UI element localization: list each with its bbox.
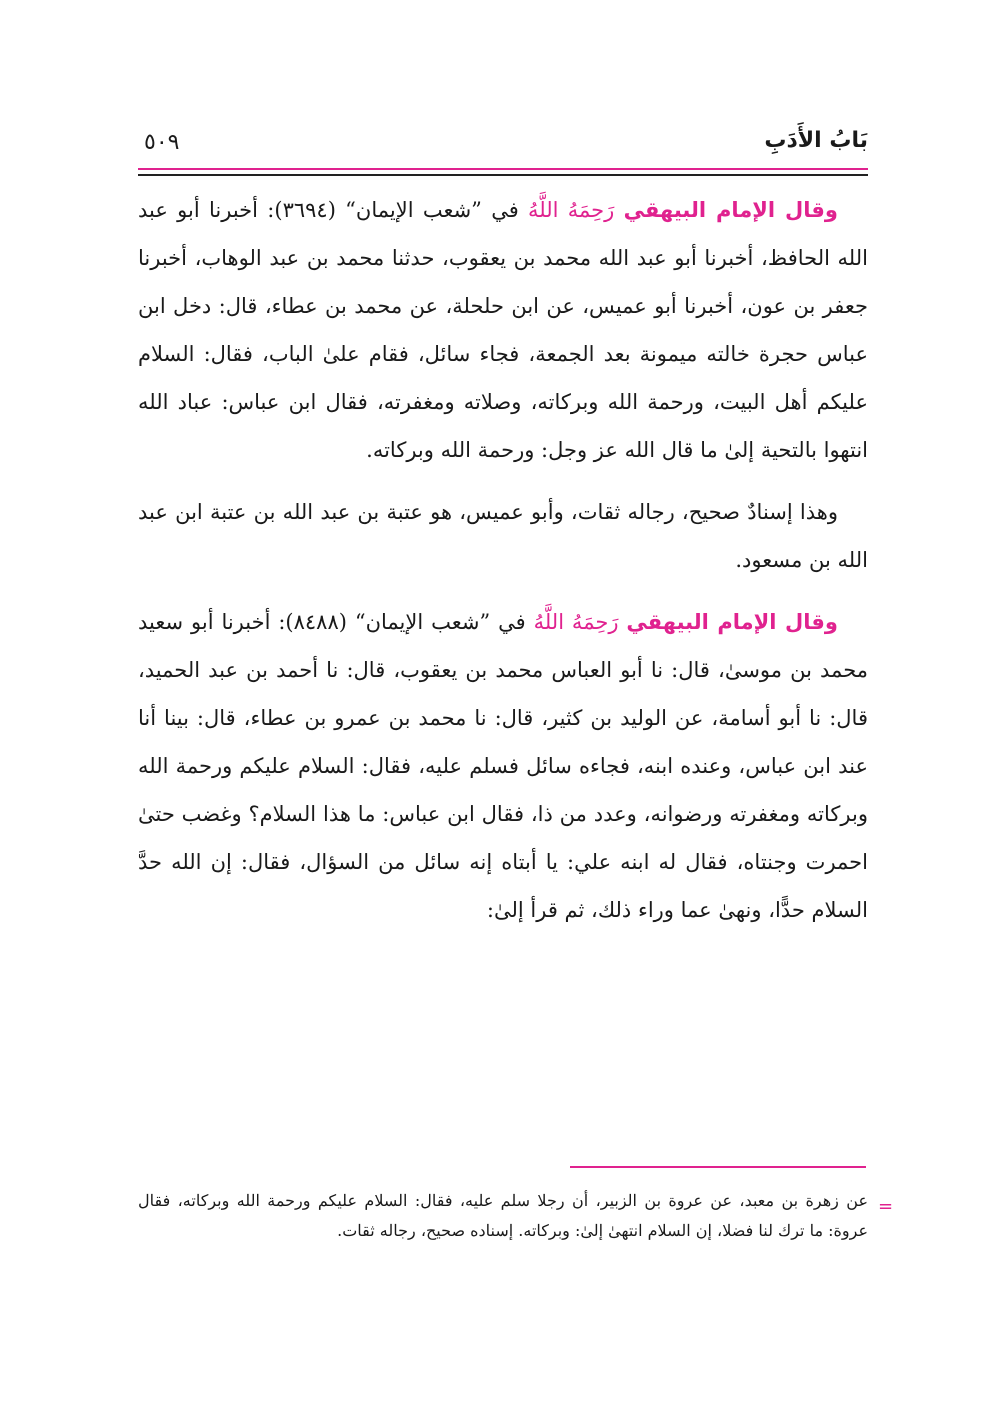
paragraph-2 (138, 488, 868, 584)
page-header (138, 128, 868, 168)
main-text (138, 186, 868, 948)
paragraph-text: في ”شعب الإيمان“ (٨٤٨٨): أخبرنا أبو سعيد محمد بن موسىٰ، قال: نا أبو العباس محمد بن يعقوب، قال: نا أحمد بن عبد الحميد، قال: نا أبو أسامة، عن الوليد بن كثير، قال: نا محمد بن عمرو بن عطاء، قال: بينا أنا عند ابن عباس، وعنده ابنه، فجاءه سائل فسلم عليه، فقال: السلام عليكم ورحمة الله وبركاته ومغفرته ورضوانه، وعدد من ذا، فقال ابن عباس: ما هذا السلام؟ وغضب حتىٰ احمرت وجنتاه، فقال له ابنه علي: يا أبتاه إنه سائل من السؤال، فقال: إن الله حدَّ السلام حدًّا، ونهىٰ عما وراء ذلك، ثم قرأ إلىٰ: (138, 610, 868, 922)
paragraph-text: في ”شعب الإيمان“ (٣٦٩٤): أخبرنا أبو عبد الله الحافظ، أخبرنا أبو عبد الله محمد بن يعقوب، حدثنا محمد بن عبد الوهاب، أخبرنا جعفر بن عون، أخبرنا أبو عميس، عن ابن حلحلة، عن محمد بن عطاء، قال: دخل ابن عباس حجرة خالته ميمونة بعد الجمعة، فجاء سائل، فقام علىٰ الباب، فقال: السلام عليكم أهل البيت، ورحمة الله وبركاته، وصلاته ومغفرته، فقال ابن عباس: عباد الله انتهوا بالتحية إلىٰ ما قال الله عز وجل: ورحمة الله وبركاته. (138, 198, 868, 462)
footnote-separator (570, 1166, 866, 1168)
footnote: عن زهرة بن معبد، عن عروة بن الزبير، أن رجلا سلم عليه، فقال: السلام عليكم ورحمة الله وبركاته، فقال عروة: ما ترك لنا فضلا، إن السلام انتهىٰ إلىٰ: وبركاته. إسناده صحيح، رجاله ثقات. (138, 1191, 868, 1240)
honorific-glyph: رَحِمَهُ اللَّهُ (533, 610, 619, 634)
header-rule-black (138, 174, 868, 176)
footnote-continuation-marker: = (878, 1196, 894, 1217)
paragraph-text: وهذا إسنادٌ صحيح، رجاله ثقات، وأبو عميس، هو عتبة بن عبد الله بن عتبة ابن عبد الله بن مسعود. (138, 500, 868, 572)
page-number: ٥٠٩ (144, 130, 180, 155)
chapter-title: بَابُ الأَدَبِ (764, 128, 868, 153)
header-rule-magenta (138, 168, 868, 170)
paragraph-3 (138, 598, 868, 934)
honorific-glyph: رَحِمَهُ اللَّهُ (528, 198, 615, 222)
paragraph-lead: وقال الإمام البيهقي (626, 610, 838, 634)
paragraph-1 (138, 186, 868, 474)
paragraph-lead: وقال الإمام البيهقي (623, 198, 838, 222)
